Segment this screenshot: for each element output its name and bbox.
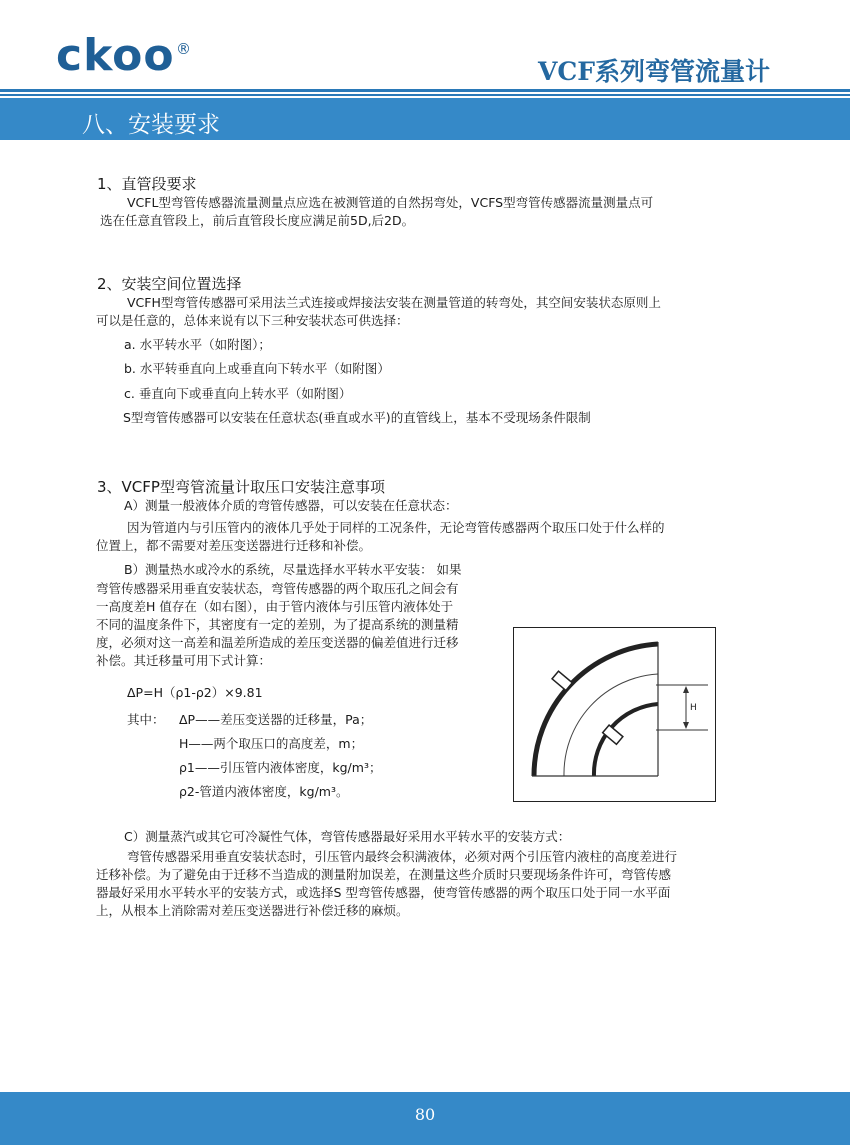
s2-line-2: 可以是任意的，总体来说有以下三种安装状态可供选择：: [96, 313, 409, 328]
s2-note: S型弯管传感器可以安装在任意状态(垂直或水平)的直管线上，基本不受现场条件限制: [123, 410, 591, 425]
dim-arrow-up: [683, 686, 689, 693]
where-item-4: ρ2-管道内液体密度，kg/m³。: [179, 784, 349, 799]
where-label: 其中：: [127, 712, 165, 727]
s3-b-line-4: 不同的温度条件下，其密度有一定的差别，为了提高系统的测量精: [96, 617, 459, 632]
s2-item-b: b. 水平转垂直向上或垂直向下转水平（如附图）: [124, 361, 390, 376]
pipe-inner-wall: [594, 704, 658, 776]
s3-a-title: A）测量一般液体介质的弯管传感器，可以安装在任意状态：: [124, 498, 458, 513]
s3-c-line-4: 上，从根本上消除需对差压变送器进行补偿迁移的麻烦。: [96, 903, 409, 918]
brand-logo: ckoo: [56, 30, 175, 81]
where-item-3: ρ1——引压管内液体密度，kg/m³；: [179, 760, 382, 775]
pressure-tap-outer: [552, 671, 572, 690]
s3-c-line-1: 弯管传感器采用垂直安装状态时，引压管内最终会积满液体，必须对两个引压管内液柱的高度差进行: [127, 849, 678, 864]
where-item-2: H——两个取压口的高度差，m；: [179, 736, 364, 751]
elbow-figure: [513, 627, 716, 802]
document-title: VCF系列弯管流量计: [537, 57, 770, 86]
s2-line-1: VCFH型弯管传感器可采用法兰式连接或焊接法安装在测量管道的转弯处，其空间安装状态原则上: [127, 295, 661, 310]
s3-c-line-2: 迁移补偿。为了避免由于迁移不当造成的测量附加误差，在测量这些介质时只要现场条件许可，弯管传感: [96, 867, 672, 882]
s3-b-line-1: B）测量热水或冷水的系统，尽量选择水平转水平安装： 如果: [124, 562, 462, 577]
page-number: 80: [414, 1105, 436, 1124]
s3-a-line-2: 位置上，都不需要对差压变送器进行迁移和补偿。: [96, 538, 372, 553]
section-title: 八、安装要求: [82, 112, 220, 138]
s3-a-line-1: 因为管道内与引压管内的液体几乎处于同样的工况条件，无论弯管传感器两个取压口处于什么样的: [127, 520, 665, 535]
formula: ΔP=H（ρ1-ρ2）×9.81: [127, 685, 263, 700]
s3-b-line-2: 弯管传感器采用垂直安装状态，弯管传感器的两个取压孔之间会有: [96, 581, 459, 596]
s3-b-line-3: 一高度差H 值存在（如右图），由于管内液体与引压管内液体处于: [96, 599, 454, 614]
dim-arrow-down: [683, 722, 689, 729]
s3-heading: 3、VCFP型弯管流量计取压口安装注意事项: [97, 478, 385, 496]
s2-heading: 2、安装空间位置选择: [97, 275, 242, 293]
where-item-1: ΔP——差压变送器的迁移量，Pa；: [179, 712, 373, 727]
dim-label-h: H: [690, 703, 697, 713]
s1-heading: 1、直管段要求: [97, 175, 197, 193]
s2-item-a: a. 水平转水平（如附图）；: [124, 337, 271, 352]
header-rule-thin: [0, 94, 850, 96]
s3-b-line-6: 补偿。其迁移量可用下式计算：: [96, 653, 272, 668]
s3-b-line-5: 度，必须对这一高差和温差所造成的差压变送器的偏差值进行迁移: [96, 635, 459, 650]
s3-c-title: C）测量蒸汽或其它可冷凝性气体，弯管传感器最好采用水平转水平的安装方式：: [124, 829, 571, 844]
registered-mark: ®: [176, 40, 191, 58]
elbow-diagram: [514, 628, 714, 800]
s2-item-c: c. 垂直向下或垂直向上转水平（如附图）: [124, 386, 352, 401]
pressure-tap-inner: [603, 725, 623, 744]
header-rule: [0, 89, 850, 92]
s1-line-1: VCFL型弯管传感器流量测量点应选在被测管道的自然拐弯处，VCFS型弯管传感器流量测量点可: [127, 195, 654, 210]
s1-line-2: 选在任意直管段上，前后直管段长度应满足前5D,后2D。: [100, 213, 415, 228]
s3-c-line-3: 器最好采用水平转水平的安装方式，或选择S 型弯管传感器，使弯管传感器的两个取压口处于同一水平面: [96, 885, 671, 900]
